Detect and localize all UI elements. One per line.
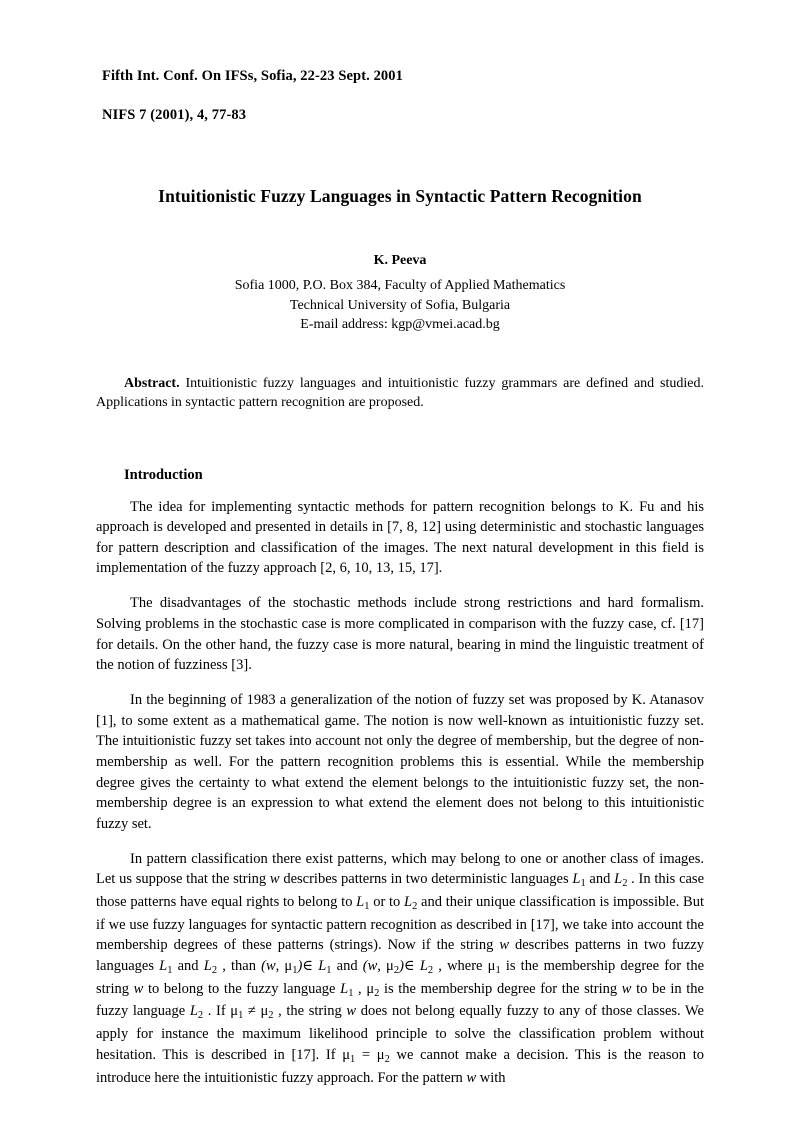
- intro-paragraph-3: In the beginning of 1983 a generalization of the notion of fuzzy set was proposed by K. Atanasov [1], to some extent as a mathematical game. The notion is now well-known as intuitionistic fuzzy set. The intuitionistic fuzzy set takes into account not only the degree of membership, but the degree of non-membership as well. For the pattern recognition problems this is essential. While the membership degree gives the certainty to what extend the element belongs to the intuitionistic fuzzy set, the non-membership degree is an expression to what extend the element does not belong to this intuitionistic fuzzy set.: [96, 692, 704, 832]
- abstract-block: [96, 375, 704, 413]
- section-heading-introduction: Introduction: [124, 466, 203, 483]
- abstract-label: Abstract.: [124, 375, 180, 391]
- intro-paragraph-4: In pattern classification there exist patterns, which may belong to one or another class of images. Let us suppose that the string w describes patterns in two deterministic languages $L_1$ and $L_2$ . In this case those patterns have equal rights to belong to $L_1$ or to $L_2$ and their unique classification is impossible. But if we use fuzzy languages for syntactic pattern recognition as described in [17], we take into account the membership degrees of these patterns (strings). Now if the string w describes patterns in two fuzzy languages $L_1$ and $L_2$ , than (w, $\mu_1)\in$ $L_1$ and (w, $\mu_2)\in$ $L_2$ , where $\mu_1$ is the membership degree for the string w to belong to the fuzzy language $L_1$ , $\mu_2$ is the membership degree for the string w to be in the fuzzy language $L_2$ . If $\mu_1 \ne \mu_2$ , the string w does not belong equally fuzzy to any of those classes. We apply for instance the maximum likelihood principle to solve the classification problem without hesitation. This is described in [17]. If $\mu_1 = \mu_2$ we cannot make a decision. This is the reason to introduce here the intuitionistic fuzzy approach. For the pattern w with: [96, 850, 705, 1086]
- affiliation-line-1: Sofia 1000, P.O. Box 384, Faculty of Applied Mathematics: [234, 278, 566, 293]
- author-name: K. Peeva: [373, 253, 427, 268]
- abstract-text: Intuitionistic fuzzy languages and intuitionistic fuzzy grammars are defined and studied. Applications in syntactic pattern recognition are proposed.: [96, 375, 704, 410]
- intro-paragraph-1: The idea for implementing syntactic methods for pattern recognition belongs to K. Fu and his approach is developed and presented in details in [7, 8, 12] using deterministic and stochastic languages for pattern description and classification of the images. The next natural development in this field is implementation of the fuzzy approach [2, 6, 10, 13, 15, 17].: [96, 498, 704, 577]
- intro-paragraph-2: The disadvantages of the stochastic methods include strong restrictions and hard formalism. Solving problems in the stochastic case is more complicated in comparison with the fuzzy case, cf. [17] for details. On the other hand, the fuzzy case is more natural, bearing in mind the linguistic treatment of the notion of fuzziness [3].: [96, 595, 704, 674]
- conference-header: Fifth Int. Conf. On IFSs, Sofia, 22-23 Sept. 2001: [102, 68, 403, 84]
- journal-reference: NIFS 7 (2001), 4, 77-83: [102, 107, 247, 123]
- author-affiliation: [96, 277, 704, 335]
- page-title: Intuitionistic Fuzzy Languages in Syntactic Pattern Recognition: [158, 186, 642, 206]
- affiliation-line-2: Technical University of Sofia, Bulgaria: [289, 297, 511, 313]
- affiliation-email: E-mail address: kgp@vmei.acad.bg: [300, 317, 500, 333]
